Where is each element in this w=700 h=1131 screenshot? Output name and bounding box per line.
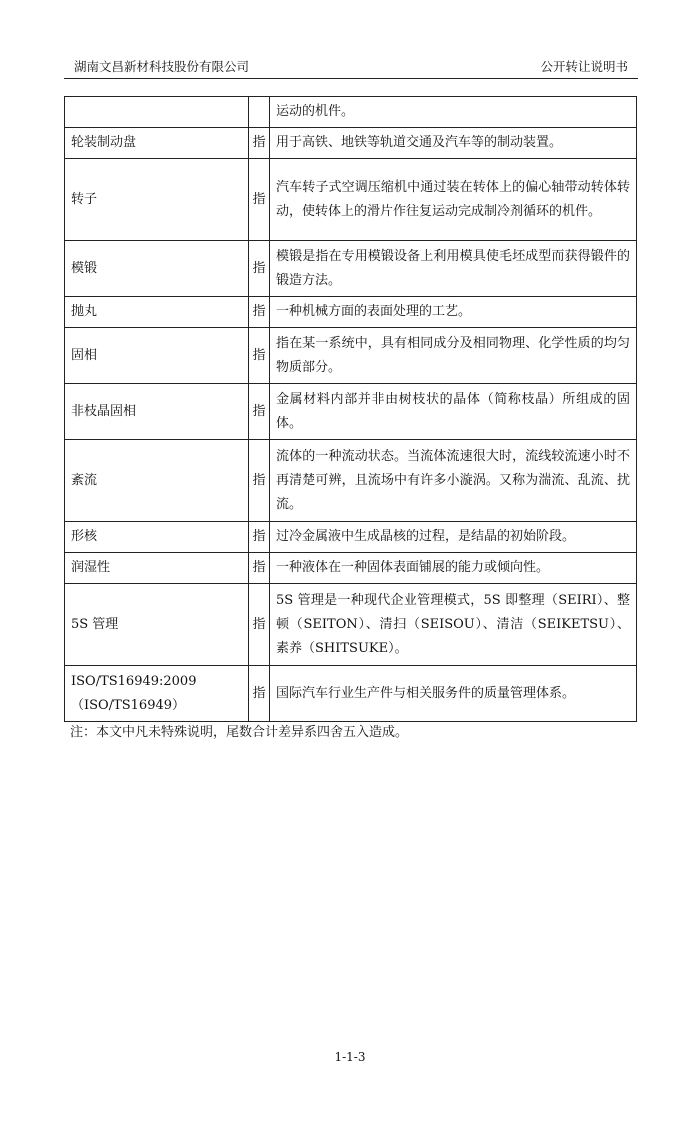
footnote: 注：本文中凡未特殊说明，尾数合计差异系四舍五入造成。 — [70, 725, 409, 740]
term-cell: 轮装制动盘 — [65, 128, 249, 159]
definition-cell: 运动的机件。 — [270, 97, 637, 128]
document-type: 公开转让说明书 — [540, 59, 628, 74]
table-row — [65, 584, 637, 666]
term-cell: 形核 — [65, 522, 249, 553]
definition-cell: 模锻是指在专用模锻设备上利用模具使毛坯成型而获得锻件的锻造方法。 — [270, 241, 637, 297]
term-cell: 非枝晶固相 — [65, 384, 249, 440]
term-cell: ISO/TS16949:2009（ISO/TS16949） — [65, 666, 249, 722]
definition-cell: 5S 管理是一种现代企业管理模式，5S 即整理（SEIRI）、整顿（SEITON）、清扫（SEISOU）、清洁（SEIKETSU）、素养（SHITSUKE）。 — [270, 584, 637, 666]
ref-cell: 指 — [249, 553, 270, 584]
term-cell — [65, 97, 249, 128]
table-row — [65, 553, 637, 584]
ref-cell: 指 — [249, 297, 270, 328]
definition-cell: 金属材料内部并非由树枝状的晶体（简称枝晶）所组成的固体。 — [270, 384, 637, 440]
term-cell: 模锻 — [65, 241, 249, 297]
definition-cell: 国际汽车行业生产件与相关服务件的质量管理体系。 — [270, 666, 637, 722]
table-row — [65, 241, 637, 297]
ref-cell: 指 — [249, 384, 270, 440]
ref-cell: 指 — [249, 328, 270, 384]
ref-cell: 指 — [249, 440, 270, 522]
definition-cell: 汽车转子式空调压缩机中通过装在转体上的偏心轴带动转体转动，使转体上的滑片作往复运动完成制冷剂循环的机件。 — [270, 159, 637, 241]
ref-cell: 指 — [249, 522, 270, 553]
term-cell: 固相 — [65, 328, 249, 384]
table-row — [65, 328, 637, 384]
definition-cell: 流体的一种流动状态。当流体流速很大时，流线较流速小时不再清楚可辨，且流场中有许多小漩涡。又称为湍流、乱流、扰流。 — [270, 440, 637, 522]
table-row — [65, 297, 637, 328]
term-cell: 润湿性 — [65, 553, 249, 584]
ref-cell: 指 — [249, 584, 270, 666]
definition-cell: 一种液体在一种固体表面铺展的能力或倾向性。 — [270, 553, 637, 584]
ref-cell: 指 — [249, 128, 270, 159]
table-row — [65, 522, 637, 553]
term-cell: 5S 管理 — [65, 584, 249, 666]
definition-cell: 用于高铁、地铁等轨道交通及汽车等的制动装置。 — [270, 128, 637, 159]
definition-cell: 指在某一系统中，具有相同成分及相同物理、化学性质的均匀物质部分。 — [270, 328, 637, 384]
company-name: 湖南文昌新材科技股份有限公司 — [74, 59, 250, 74]
glossary-table — [64, 96, 637, 722]
page-header — [64, 54, 638, 79]
page-number: 1-1-3 — [334, 1050, 366, 1064]
ref-cell: 指 — [249, 666, 270, 722]
ref-cell: 指 — [249, 241, 270, 297]
definition-cell: 一种机械方面的表面处理的工艺。 — [270, 297, 637, 328]
ref-cell — [249, 97, 270, 128]
term-cell: 转子 — [65, 159, 249, 241]
table-row — [65, 384, 637, 440]
definition-cell: 过冷金属液中生成晶核的过程，是结晶的初始阶段。 — [270, 522, 637, 553]
table-row — [65, 440, 637, 522]
table-row — [65, 666, 637, 722]
ref-cell: 指 — [249, 159, 270, 241]
table-row — [65, 97, 637, 128]
table-row — [65, 128, 637, 159]
term-cell: 紊流 — [65, 440, 249, 522]
table-row — [65, 159, 637, 241]
term-cell: 抛丸 — [65, 297, 249, 328]
